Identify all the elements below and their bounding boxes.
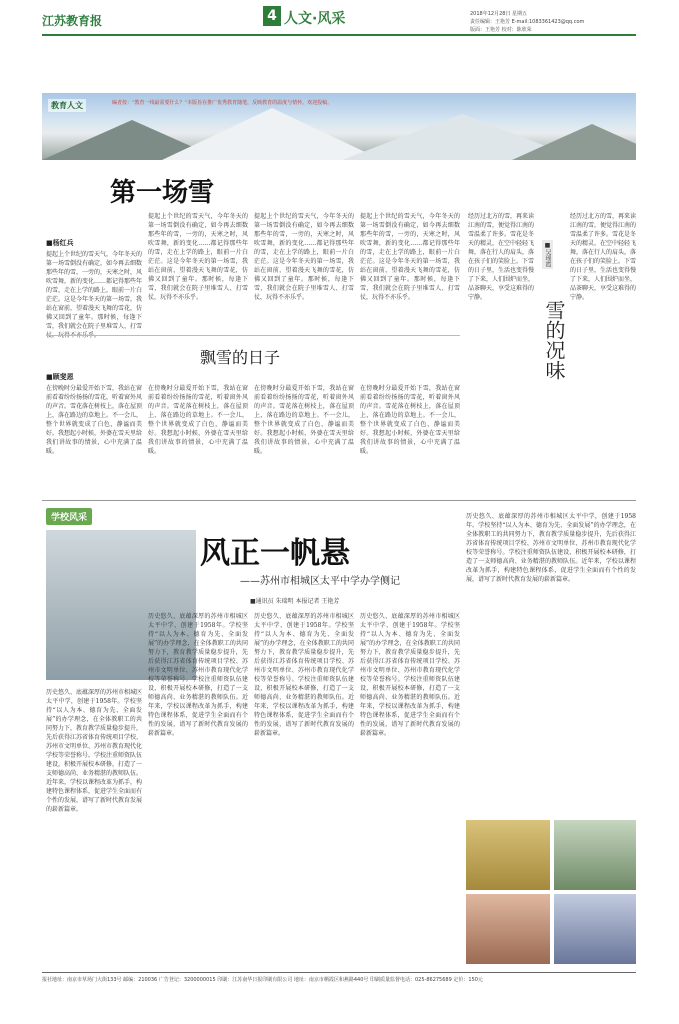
footer-rule <box>42 972 636 973</box>
article1-col2: 提起上个世纪的雪天气，今年冬天的第一场雪倒没有确定，如今再去细数那些年的雪，一旁的，天寒之时，风吹雪舞，新的变化……都记得那些年的雪，走在上学的路上，眼前一片白茫茫。这是今年冬天的第一场雪，我站在窗前，望着漫天飞舞的雪花，仿佛又回到了童年。那时候，每逢下雪，我们就会在院子里堆雪人、打雪仗，玩得不亦乐乎。 <box>148 213 248 301</box>
mountain-shape <box>512 124 636 160</box>
campus-col2: 历史悠久、底蕴深厚的苏州市相城区太平中学，创建于1958年。学校坚持“以人为本、德育为先、全面发展”的办学理念，在全体教职工的共同努力下，教育教学质量稳步提升，先后获得江苏省体育传统项目学校、苏州市文明单位、苏州市教育现代化学校等荣誉称号。学校注重师资队伍建设，积极开展校本研修，打造了一支师德高尚、业务精湛的教师队伍。近年来，学校以课程改革为抓手，构建特色课程体系，促进学生全面而有个性的发展，谱写了新时代教育发展的崭新篇章。 <box>148 613 248 737</box>
campus-col1: 历史悠久、底蕴深厚的苏州市相城区太平中学，创建于1958年。学校坚持“以人为本、德育为先、全面发展”的办学理念，在全体教职工的共同努力下，教育教学质量稳步提升，先后获得江苏省体育传统项目学校、苏州市文明单位、苏州市教育现代化学校等荣誉称号。学校注重师资队伍建设，积极开展校本研修，打造了一支师德高尚、业务精湛的教师队伍。近年来，学校以课程改革为抓手，构建特色课程体系，促进学生全面而有个性的发展，谱写了新时代教育发展的崭新篇章。 <box>46 689 142 813</box>
snow-mountain-banner <box>42 93 636 160</box>
campus-col3: 历史悠久、底蕴深厚的苏州市相城区太平中学，创建于1958年。学校坚持“以人为本、德育为先、全面发展”的办学理念，在全体教职工的共同努力下，教育教学质量稳步提升，先后获得江苏省体育传统项目学校、苏州市文明单位、苏州市教育现代化学校等荣誉称号。学校注重师资队伍建设，积极开展校本研修，打造了一支师德高尚、业务精湛的教师队伍。近年来，学校以课程改革为抓手，构建特色课程体系，促进学生全面而有个性的发展，谱写了新时代教育发展的崭新篇章。 <box>254 613 354 737</box>
article2-col2: 在傍晚时分最爱开始下雪，我站在窗前看着纷纷扬扬的雪花，听着窗外风的声音。雪花落在树枝上，落在屋顶上，落在路边的草地上。不一会儿，整个世界就变成了白色，静谧而美好。我想起小时候，外婆在雪天里给我们讲故事的情景，心中充满了温暖。 <box>148 385 248 455</box>
article3-col1: 经历过北方的雪，再来读江南的雪，便觉得江南的雪温柔了许多。雪花是冬天的精灵，在空中轻轻飞舞，落在行人的肩头，落在孩子们的笑脸上。下雪的日子里，生活也变得慢了下来，人们围炉而坐，品茶聊天，享受这难得的宁静。 <box>468 213 534 301</box>
article1-col4: 提起上个世纪的雪天气，今年冬天的第一场雪倒没有确定，如今再去细数那些年的雪，一旁的，天寒之时，风吹雪舞，新的变化……都记得那些年的雪，走在上学的路上，眼前一片白茫茫。这是今年冬天的第一场雪，我站在窗前，望着漫天飞舞的雪花，仿佛又回到了童年。那时候，每逢下雪，我们就会在院子里堆雪人、打雪仗，玩得不亦乐乎。 <box>360 213 460 301</box>
article2-author: ■顾斐恩 <box>46 373 74 381</box>
section-title: 人文·风采 <box>284 11 346 27</box>
section-rule <box>42 500 636 501</box>
masthead-rule <box>42 34 636 36</box>
article2-col4: 在傍晚时分最爱开始下雪，我站在窗前看着纷纷扬扬的雪花，听着窗外风的声音。雪花落在树枝上，落在屋顶上，落在路边的草地上。不一会儿，整个世界就变成了白色，静谧而美好。我想起小时候，外婆在雪天里给我们讲故事的情景，心中充满了温暖。 <box>360 385 460 455</box>
classroom-photo <box>466 894 550 964</box>
page-number: 4 <box>263 6 281 26</box>
article1-col1: 提起上个世纪的雪天气，今年冬天的第一场雪倒没有确定，如今再去细数那些年的雪，一旁的，天寒之时，风吹雪舞，新的变化……都记得那些年的雪，走在上学的路上，眼前一片白茫茫。这是今年冬天的第一场雪，我站在窗前，望着漫天飞舞的雪花，仿佛又回到了童年。那时候，每逢下雪，我们就会在院子里堆雪人、打雪 <box>46 251 142 330</box>
campus-subtitle: ——苏州市相城区太平中学办学侧记 <box>240 576 400 587</box>
footer-printer: 印刷：江苏南华日报印刷有限公司 <box>217 977 293 983</box>
banner-note: 编者按：“教育一线最需要什么？”本版旨在推广优秀教育随笔，反映教育的温度与情怀。欢迎投稿。 <box>112 100 333 106</box>
article1-headline: 第一场雪 <box>110 178 215 208</box>
article1-author: ■杨红兵 <box>46 239 74 247</box>
footer <box>42 976 636 983</box>
issue-date: 2018年12月28日 星期五 <box>470 11 528 17</box>
paper-logo: 江苏教育报 <box>42 14 103 28</box>
footer-phone: 印刷质量监督电话：025-86275689 <box>369 977 452 983</box>
article1-col3: 提起上个世纪的雪天气，今年冬天的第一场雪倒没有确定，如今再去细数那些年的雪，一旁的，天寒之时，风吹雪舞，新的变化……都记得那些年的雪，走在上学的路上，眼前一片白茫茫。这是今年冬天的第一场雪，我站在窗前，望着漫天飞舞的雪花，仿佛又回到了童年。那时候，每逢下雪，我们就会在院子里堆雪人、打雪仗，玩得不亦乐乎。 <box>254 213 354 301</box>
article3-col2: 经历过北方的雪，再来读江南的雪，便觉得江南的雪温柔了许多。雪花是冬天的精灵，在空中轻轻飞舞，落在行人的肩头，落在孩子们的笑脸上。下雪的日子里，生活也变得慢了下来，人们围炉而坐，品茶聊天，享受这难得的宁静。 <box>570 213 636 301</box>
campus-section-label: 学校风采 <box>46 508 92 525</box>
activity-photo <box>554 820 636 890</box>
editor-info: 责任编辑：王艳芳 E-mail:1083361423@qq.com <box>470 19 585 25</box>
article3-title: 雪的况味 <box>542 300 566 380</box>
campus-event-photo <box>554 894 636 964</box>
campus-col4: 历史悠久、底蕴深厚的苏州市相城区太平中学，创建于1958年。学校坚持“以人为本、德育为先、全面发展”的办学理念，在全体教职工的共同努力下，教育教学质量稳步提升，先后获得江苏省体育传统项目学校、苏州市文明单位、苏州市教育现代化学校等荣誉称号。学校注重师资队伍建设，积极开展校本研修，打造了一支师德高尚、业务精湛的教师队伍。近年来，学校以课程改革为抓手，构建特色课程体系，促进学生全面而有个性的发展，谱写了新时代教育发展的崭新篇章。 <box>360 613 460 737</box>
banner-label: 教育人文 <box>48 99 86 112</box>
footer-price: 定价：150元 <box>453 977 483 983</box>
footer-postcode: 邮编：210036 <box>123 977 158 983</box>
article2-col1: 在傍晚时分最爱开始下雪，我站在窗前看着纷纷扬扬的雪花，听着窗外风的声音。雪花落在树枝上，落在屋顶上，落在路边的草地上。不一会儿，整个世界就变成了白色，静谧而美好。我想起小时候，外婆在雪天里给我们讲故事的情景，心中充满了温暖。 <box>46 385 142 455</box>
footer-ad-license: 广告登记：3200000015 <box>158 977 216 983</box>
article-divider <box>46 335 460 336</box>
designer-info: 版面：王艳芳 校对：陈欣荣 <box>470 27 532 33</box>
footer-address: 报社地址：南京市草场门大街133号 <box>42 977 122 983</box>
article2-headline: 飘雪的日子 <box>200 348 281 367</box>
footer-print-address: 地址：南京市栖霞区和燕路440号 <box>293 977 369 983</box>
campus-col5: 历史悠久、底蕴深厚的苏州市相城区太平中学，创建于1958年。学校坚持“以人为本、德育为先、全面发展”的办学理念，在全体教职工的共同努力下，教育教学质量稳步提升，先后获得江苏省体育传统项目学校、苏州市文明单位、苏州市教育现代化学校等荣誉称号。学校注重师资队伍建设，积极开展校本研修，打造了一支师德高尚、业务精湛的教师队伍。近年来，学校以课程改革为抓手，构建特色课程体系，促进学生全面而有个性的发展，谱写了新时代教育发展的崭新篇章。 <box>466 513 636 583</box>
campus-headline: 风正一帆悬 <box>200 536 350 571</box>
article3-author: ■吴瑶霞 <box>544 242 551 267</box>
article2-col3: 在傍晚时分最爱开始下雪，我站在窗前看着纷纷扬扬的雪花，听着窗外风的声音。雪花落在树枝上，落在屋顶上，落在路边的草地上。不一会儿，整个世界就变成了白色，静谧而美好。我想起小时候，外婆在雪天里给我们讲故事的情景，心中充满了温暖。 <box>254 385 354 455</box>
campus-byline: ■通讯员 朱瑞明 本报记者 王艳芳 <box>250 598 340 605</box>
students-photo <box>466 820 550 890</box>
